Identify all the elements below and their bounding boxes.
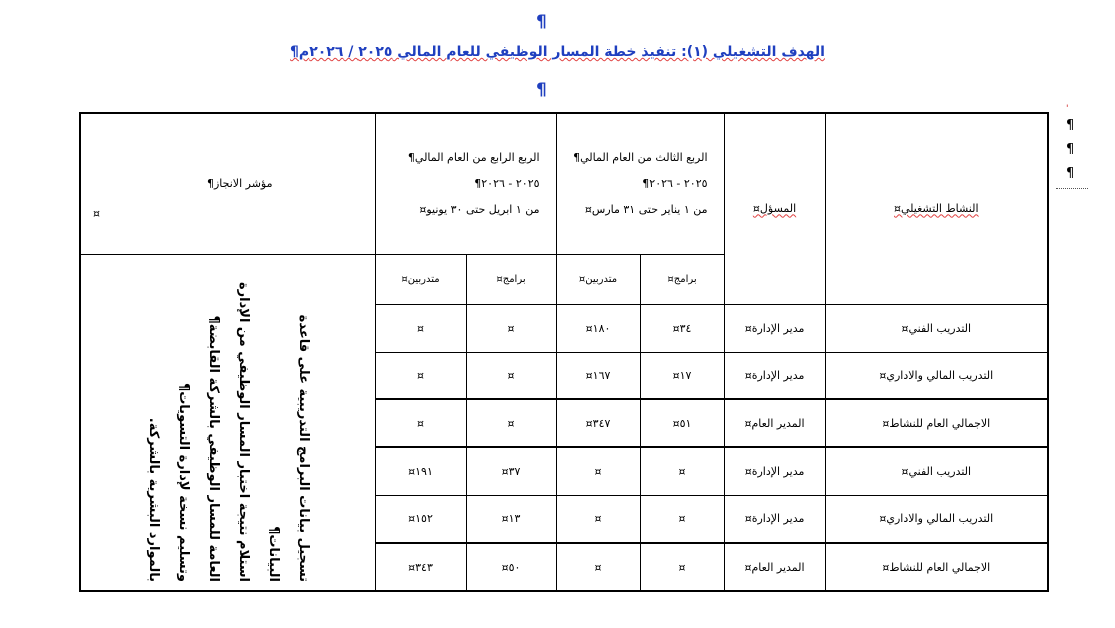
responsible-cell: مدير الإدارة¤ — [724, 352, 825, 399]
subheader-q4-trainees: متدربين¤ — [375, 254, 466, 304]
subheader-q4-programs: برامج¤ — [466, 254, 556, 304]
page-heading: الهدف التشغيلي (١): تنفيذ خطة المسار الوظيفي للعام المالي ٢٠٢٥ / ٢٠٢٦م¶ — [290, 44, 825, 60]
q3-trainees-cell: ¤ — [556, 447, 640, 495]
indicator-text-cell — [80, 254, 375, 591]
q4-programs-cell: ¤ — [466, 352, 556, 399]
responsible-cell: مدير الإدارة¤ — [724, 495, 825, 543]
indicator-text: تسجيل بيانات البرامج التدريبية على قاعدة البيانات¶ استلام نتيجة اختبار المسار الوظيفي من الإدارة العامة للمسار الوظيفي بالشركة القابضة¶ وتسليم نسخة لإدارة التسويات¶ بالموارد البشرية بالشركة. — [145, 282, 311, 583]
subheader-q3-programs: برامج¤ — [640, 254, 724, 304]
subheader-q3-trainees: متدربين¤ — [556, 254, 640, 304]
header-q4: الربع الرابع من العام المالي¶ ٢٠٢٥ - ٢٠٢٦¶ من ١ ابريل حتى ٣٠ يونيو¤ — [375, 113, 556, 254]
activity-cell: التدريب الفني¤ — [825, 447, 1048, 495]
empty-cell-mark: ¤ — [93, 207, 100, 221]
responsible-cell: مدير الإدارة¤ — [724, 447, 825, 495]
activity-cell: التدريب المالي والاداري¤ — [825, 352, 1048, 399]
q4-trainees-cell: ¤ — [375, 399, 466, 447]
paragraph-mark: ¶ — [536, 12, 547, 32]
side-mark: ' — [1066, 104, 1069, 114]
header-activity: النشاط التشغيلي¤ — [825, 113, 1048, 304]
q3-programs-cell: ¤ — [640, 447, 724, 495]
side-mark: ¶ — [1066, 142, 1075, 157]
q3-programs-cell: ¤ — [640, 495, 724, 543]
q3-trainees-cell: ١٦٧¤ — [556, 352, 640, 399]
q4-programs-cell: ¤ — [466, 399, 556, 447]
q3-programs-cell: ٥١¤ — [640, 399, 724, 447]
q4-trainees-cell: ¤ — [375, 304, 466, 352]
activity-cell: الاجمالي العام للنشاط¤ — [825, 543, 1048, 591]
q3-trainees-cell: ¤ — [556, 543, 640, 591]
responsible-cell: مدير الإدارة¤ — [724, 304, 825, 352]
q4-programs-cell: ¤ — [466, 304, 556, 352]
q3-trainees-cell: ¤ — [556, 495, 640, 543]
table-header-row — [80, 113, 1048, 254]
side-mark: ¶ — [1066, 166, 1075, 181]
responsible-cell: المدير العام¤ — [724, 399, 825, 447]
activity-cell: التدريب الفني¤ — [825, 304, 1048, 352]
dotted-separator — [1056, 188, 1088, 189]
activity-cell: التدريب المالي والاداري¤ — [825, 495, 1048, 543]
q4-programs-cell: ٥٠¤ — [466, 543, 556, 591]
q4-programs-cell: ١٣¤ — [466, 495, 556, 543]
paragraph-mark: ¶ — [536, 80, 547, 100]
q3-programs-cell: ١٧¤ — [640, 352, 724, 399]
q4-trainees-cell: ١٥٢¤ — [375, 495, 466, 543]
header-q3: الربع الثالث من العام المالي¶ ٢٠٢٥ - ٢٠٢٦¶ من ١ يناير حتى ٣١ مارس¤ — [556, 113, 724, 254]
header-responsible: المسؤل¤ — [724, 113, 825, 304]
q4-trainees-cell: ١٩١¤ — [375, 447, 466, 495]
side-mark: ¶ — [1066, 118, 1075, 133]
activity-table — [79, 112, 1049, 592]
q3-trainees-cell: ٣٤٧¤ — [556, 399, 640, 447]
responsible-cell: المدير العام¤ — [724, 543, 825, 591]
q3-programs-cell: ¤ — [640, 543, 724, 591]
q3-programs-cell: ٣٤¤ — [640, 304, 724, 352]
q4-trainees-cell: ٣٤٣¤ — [375, 543, 466, 591]
q3-trainees-cell: ١٨٠¤ — [556, 304, 640, 352]
activity-cell: الاجمالي العام للنشاط¤ — [825, 399, 1048, 447]
side-paragraph-marks — [1066, 104, 1074, 186]
q4-trainees-cell: ¤ — [375, 352, 466, 399]
header-indicator: مؤشر الانجاز¶ ¤ — [80, 113, 375, 254]
q4-programs-cell: ٣٧¤ — [466, 447, 556, 495]
